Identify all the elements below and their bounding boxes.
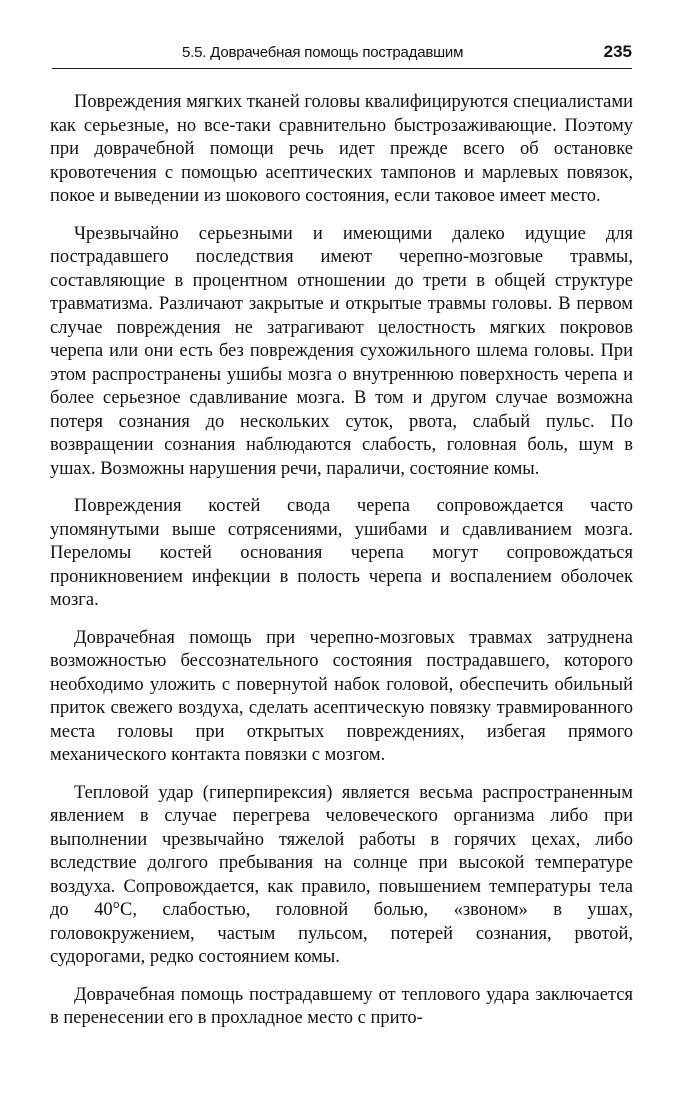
paragraph-heat-stroke-first-aid: Доврачебная помощь пострадавшему от теплового удара заключается в перенесении его в прохладное место с прито- [50,984,633,1028]
paragraph-craniocerebral-trauma: Чрезвычайно серьезными и имеющими далеко идущие для пострадавшего последствия имеют черепно-мозговые травмы, составляющие в процентном отношении до трети в общей структуре травматизма. Различают закрытые и открытые травмы головы. В первом случае повреждения не затрагивают целостность мягких покровов черепа или они есть без повреждения сухожильного шлема головы. При этом распространены ушибы мозга о внутреннюю поверхность черепа и более серьезное сдавливание мозга. В том и другом случае возможна потеря сознания до нескольких суток, рвота, слабый пульс. По возвращении сознания наблюдаются слабость, головная боль, шум в ушах. Возможны нарушения речи, параличи, состояние комы. [50,223,633,479]
running-header [52,44,632,69]
paragraph-skull-fractures: Повреждения костей свода черепа сопровождается часто упомянутыми выше сотрясениями, ушибами и сдавливанием мозга. Переломы костей основания черепа могут сопровождаться проникновением инфекции в полость черепа и воспалением оболочек мозга. [50,496,633,610]
body-text [50,91,633,1043]
paragraph-heat-stroke: Тепловой удар (гиперпирексия) является весьма распространенным явлением в случае перегрева человеческого организма либо при выполнении чрезвычайно тяжелой работы в горячих цехах, либо вследствие долгого пребывания на солнце при высокой температуре воздуха. Сопровождается, как правило, повышением температуры тела до 40°С, слабостью, головной болью, «звоном» в ушах, головокружением, частым пульсом, потерей сознания, рвотой, судорогами, редко состоянием комы. [50,782,633,967]
page-number: 235 [603,42,632,61]
paragraph-first-aid-head-trauma: Доврачебная помощь при черепно-мозговых травмах затруднена возможностью бессознательного состояния пострадавшего, которого необходимо уложить с повернутой набок головой, обеспечить обильный приток свежего воздуха, сделать асептическую повязку травмированного места головы при открытых повреждениях, избегая прямого механического контакта повязки с мозгом. [50,627,633,765]
paragraph-soft-tissue: Повреждения мягких тканей головы квалифицируются специалистами как серьезные, но все-таки сравнительно быстрозаживающие. Поэтому при доврачебной помощи речь идет прежде всего об остановке кровотечения с помощью асептических тампонов и марлевых повязок, покое и выведении из шокового состояния, если таковое имеет место. [50,92,633,206]
section-title: 5.5. Доврачебная помощь пострадавшим [182,44,464,61]
